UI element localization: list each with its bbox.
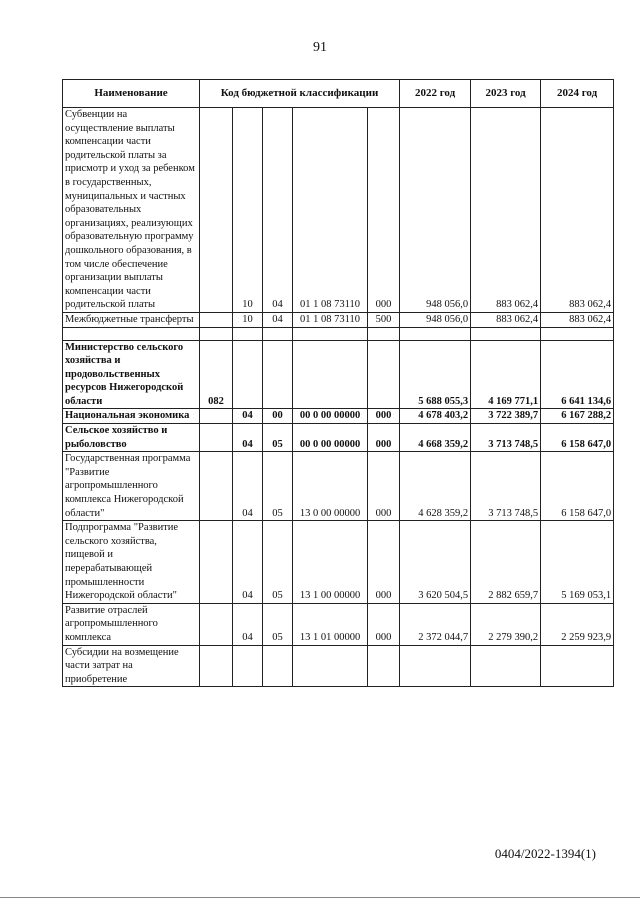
- table-row: [63, 521, 614, 604]
- table-spacer-row: [63, 327, 614, 340]
- row-code-4: 01 1 08 73110: [293, 312, 368, 327]
- header-2023: 2023 год: [471, 80, 541, 108]
- row-code-3: 05: [263, 521, 293, 604]
- row-code-1: [200, 108, 233, 313]
- row-value-2024: 883 062,4: [541, 312, 614, 327]
- row-value-2024: 6 641 134,6: [541, 340, 614, 409]
- row-code-1: [200, 452, 233, 521]
- row-code-3: 05: [263, 452, 293, 521]
- scan-edge-line: [0, 897, 640, 898]
- row-value-2023: 4 169 771,1: [471, 340, 541, 409]
- row-code-2: [233, 340, 263, 409]
- row-value-2024: 883 062,4: [541, 108, 614, 313]
- row-code-4: 01 1 08 73110: [293, 108, 368, 313]
- row-code-1: [200, 312, 233, 327]
- row-code-1: [200, 521, 233, 604]
- row-value-2022: 2 372 044,7: [400, 603, 471, 645]
- row-code-5: 500: [368, 312, 400, 327]
- table-row: [63, 603, 614, 645]
- row-code-3: [263, 340, 293, 409]
- row-code-2: 04: [233, 424, 263, 452]
- row-code-5: 000: [368, 452, 400, 521]
- header-2022: 2022 год: [400, 80, 471, 108]
- row-name: Национальная экономика: [63, 409, 200, 424]
- row-name: Подпрограмма "Развитие сельского хозяйства, пищевой и перерабатывающей промышленности Нижегородской области": [63, 521, 200, 604]
- row-value-2023: 2 279 390,2: [471, 603, 541, 645]
- row-code-3: [263, 645, 293, 687]
- row-code-1: [200, 645, 233, 687]
- page-number: 91: [313, 40, 327, 55]
- row-value-2022: 4 678 403,2: [400, 409, 471, 424]
- spacer-cell: [400, 327, 471, 340]
- row-name: Субсидии на возмещение части затрат на приобретение: [63, 645, 200, 687]
- row-code-3: 00: [263, 409, 293, 424]
- row-code-4: [293, 340, 368, 409]
- row-code-3: 05: [263, 424, 293, 452]
- row-code-4: 13 1 00 00000: [293, 521, 368, 604]
- spacer-cell: [471, 327, 541, 340]
- spacer-cell: [233, 327, 263, 340]
- table-row: [63, 312, 614, 327]
- row-value-2024: [541, 645, 614, 687]
- row-code-1: [200, 603, 233, 645]
- row-code-4: 00 0 00 00000: [293, 424, 368, 452]
- table-row: [63, 424, 614, 452]
- row-code-4: 13 0 00 00000: [293, 452, 368, 521]
- spacer-cell: [293, 327, 368, 340]
- row-code-5: 000: [368, 603, 400, 645]
- row-code-5: [368, 340, 400, 409]
- row-code-5: 000: [368, 409, 400, 424]
- row-value-2024: 6 167 288,2: [541, 409, 614, 424]
- budget-table: [62, 79, 614, 687]
- row-value-2023: [471, 645, 541, 687]
- row-value-2022: 948 056,0: [400, 312, 471, 327]
- row-name: Государственная программа "Развитие агропромышленного комплекса Нижегородской области": [63, 452, 200, 521]
- row-code-1: 082: [200, 340, 233, 409]
- spacer-cell: [200, 327, 233, 340]
- document-code: 0404/2022-1394(1): [494, 846, 596, 861]
- table-row: [63, 108, 614, 313]
- row-code-3: 05: [263, 603, 293, 645]
- row-value-2023: 3 722 389,7: [471, 409, 541, 424]
- row-name: Министерство сельского хозяйства и продовольственных ресурсов Нижегородской области: [63, 340, 200, 409]
- row-value-2023: 3 713 748,5: [471, 424, 541, 452]
- row-code-2: 10: [233, 312, 263, 327]
- row-value-2023: 2 882 659,7: [471, 521, 541, 604]
- spacer-cell: [263, 327, 293, 340]
- row-code-5: 000: [368, 521, 400, 604]
- header-2024: 2024 год: [541, 80, 614, 108]
- row-code-2: 04: [233, 521, 263, 604]
- row-code-2: 10: [233, 108, 263, 313]
- header-code: Код бюджетной классификации: [200, 80, 400, 108]
- row-code-5: 000: [368, 108, 400, 313]
- row-code-2: 04: [233, 452, 263, 521]
- row-code-2: [233, 645, 263, 687]
- table-header-row: [63, 80, 614, 108]
- row-code-5: 000: [368, 424, 400, 452]
- spacer-cell: [541, 327, 614, 340]
- row-code-3: 04: [263, 108, 293, 313]
- row-code-1: [200, 424, 233, 452]
- row-value-2024: 2 259 923,9: [541, 603, 614, 645]
- row-code-4: 13 1 01 00000: [293, 603, 368, 645]
- row-code-4: [293, 645, 368, 687]
- row-value-2024: 6 158 647,0: [541, 424, 614, 452]
- row-name: Развитие отраслей агропромышленного комплекса: [63, 603, 200, 645]
- row-value-2022: 4 668 359,2: [400, 424, 471, 452]
- row-value-2023: 883 062,4: [471, 312, 541, 327]
- row-value-2024: 6 158 647,0: [541, 452, 614, 521]
- row-code-3: 04: [263, 312, 293, 327]
- row-name: Сельское хозяйство и рыболовство: [63, 424, 200, 452]
- row-value-2024: 5 169 053,1: [541, 521, 614, 604]
- row-code-1: [200, 409, 233, 424]
- header-name: Наименование: [63, 80, 200, 108]
- row-value-2022: 948 056,0: [400, 108, 471, 313]
- row-code-2: 04: [233, 409, 263, 424]
- row-value-2022: 3 620 504,5: [400, 521, 471, 604]
- row-code-2: 04: [233, 603, 263, 645]
- row-value-2022: [400, 645, 471, 687]
- table-row: [63, 409, 614, 424]
- spacer-cell: [63, 327, 200, 340]
- row-value-2023: 3 713 748,5: [471, 452, 541, 521]
- row-value-2022: 5 688 055,3: [400, 340, 471, 409]
- row-name: Субвенции на осуществление выплаты компенсации части родительской платы за присмотр и уход за ребенком в государственных, муниципальных и частных образовательных организациях, реализующих образовательную программу дошкольного образования, в том числе обеспечение организации выплаты компенсации части родительской платы: [63, 108, 200, 313]
- row-value-2023: 883 062,4: [471, 108, 541, 313]
- row-name: Межбюджетные трансферты: [63, 312, 200, 327]
- table-row: [63, 340, 614, 409]
- table-row: [63, 452, 614, 521]
- row-value-2022: 4 628 359,2: [400, 452, 471, 521]
- row-code-4: 00 0 00 00000: [293, 409, 368, 424]
- table-row: [63, 645, 614, 687]
- row-code-5: [368, 645, 400, 687]
- spacer-cell: [368, 327, 400, 340]
